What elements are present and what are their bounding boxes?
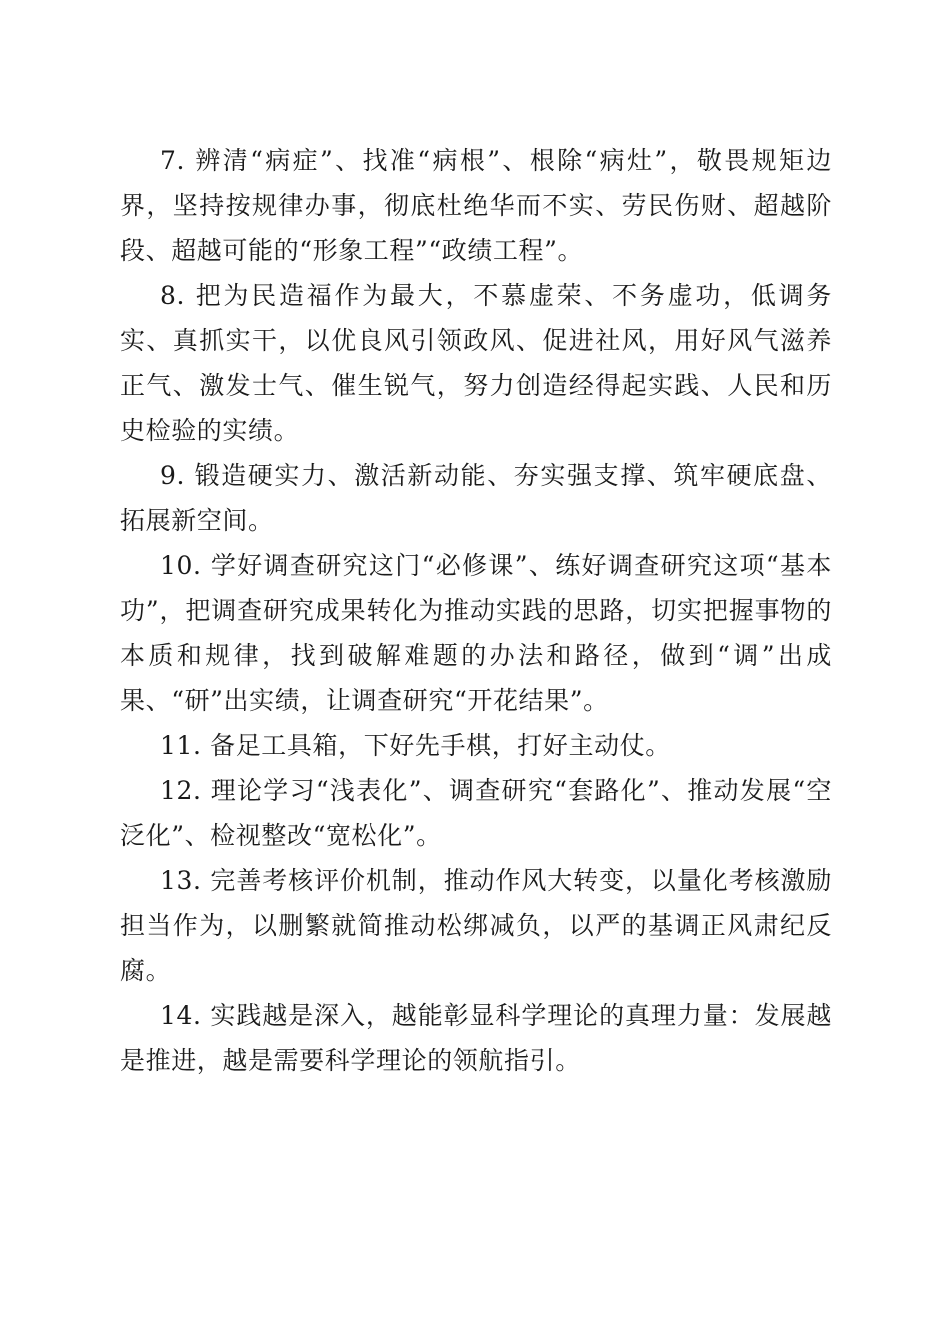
paragraph-14: 14. 实践越是深入，越能彰显科学理论的真理力量：发展越是推进，越是需要科学理论的领航指引。 (120, 1001, 832, 1075)
paragraph-12: 12. 理论学习“浅表化”、调查研究“套路化”、推动发展“空泛化”、检视整改“宽松化”。 (120, 776, 832, 850)
paragraph-9: 9. 锻造硬实力、激活新动能、夯实强支撑、筑牢硬底盘、拓展新空间。 (120, 461, 832, 535)
paragraph-8: 8. 把为民造福作为最大，不慕虚荣、不务虚功，低调务实、真抓实干，以优良风引领政风、促进社风，用好风气滋养正气、激发士气、催生锐气，努力创造经得起实践、人民和历史检验的实绩。 (120, 281, 832, 445)
paragraph-13: 13. 完善考核评价机制，推动作风大转变，以量化考核激励担当作为，以删繁就简推动松绑减负，以严的基调正风肃纪反腐。 (120, 866, 832, 985)
document-body (120, 138, 832, 1083)
paragraph-11: 11. 备足工具箱，下好先手棋，打好主动仗。 (160, 731, 671, 760)
paragraph-7: 7. 辨清“病症”、找准“病根”、根除“病灶”，敬畏规矩边界，坚持按规律办事，彻底杜绝华而不实、劳民伤财、超越阶段、超越可能的“形象工程”“政绩工程”。 (120, 146, 832, 265)
paragraph-10: 10. 学好调查研究这门“必修课”、练好调查研究这项“基本功”，把调查研究成果转化为推动实践的思路，切实把握事物的本质和规律，找到破解难题的办法和路径，做到“调”出成果、“研”出实绩，让调查研究“开花结果”。 (120, 551, 832, 715)
